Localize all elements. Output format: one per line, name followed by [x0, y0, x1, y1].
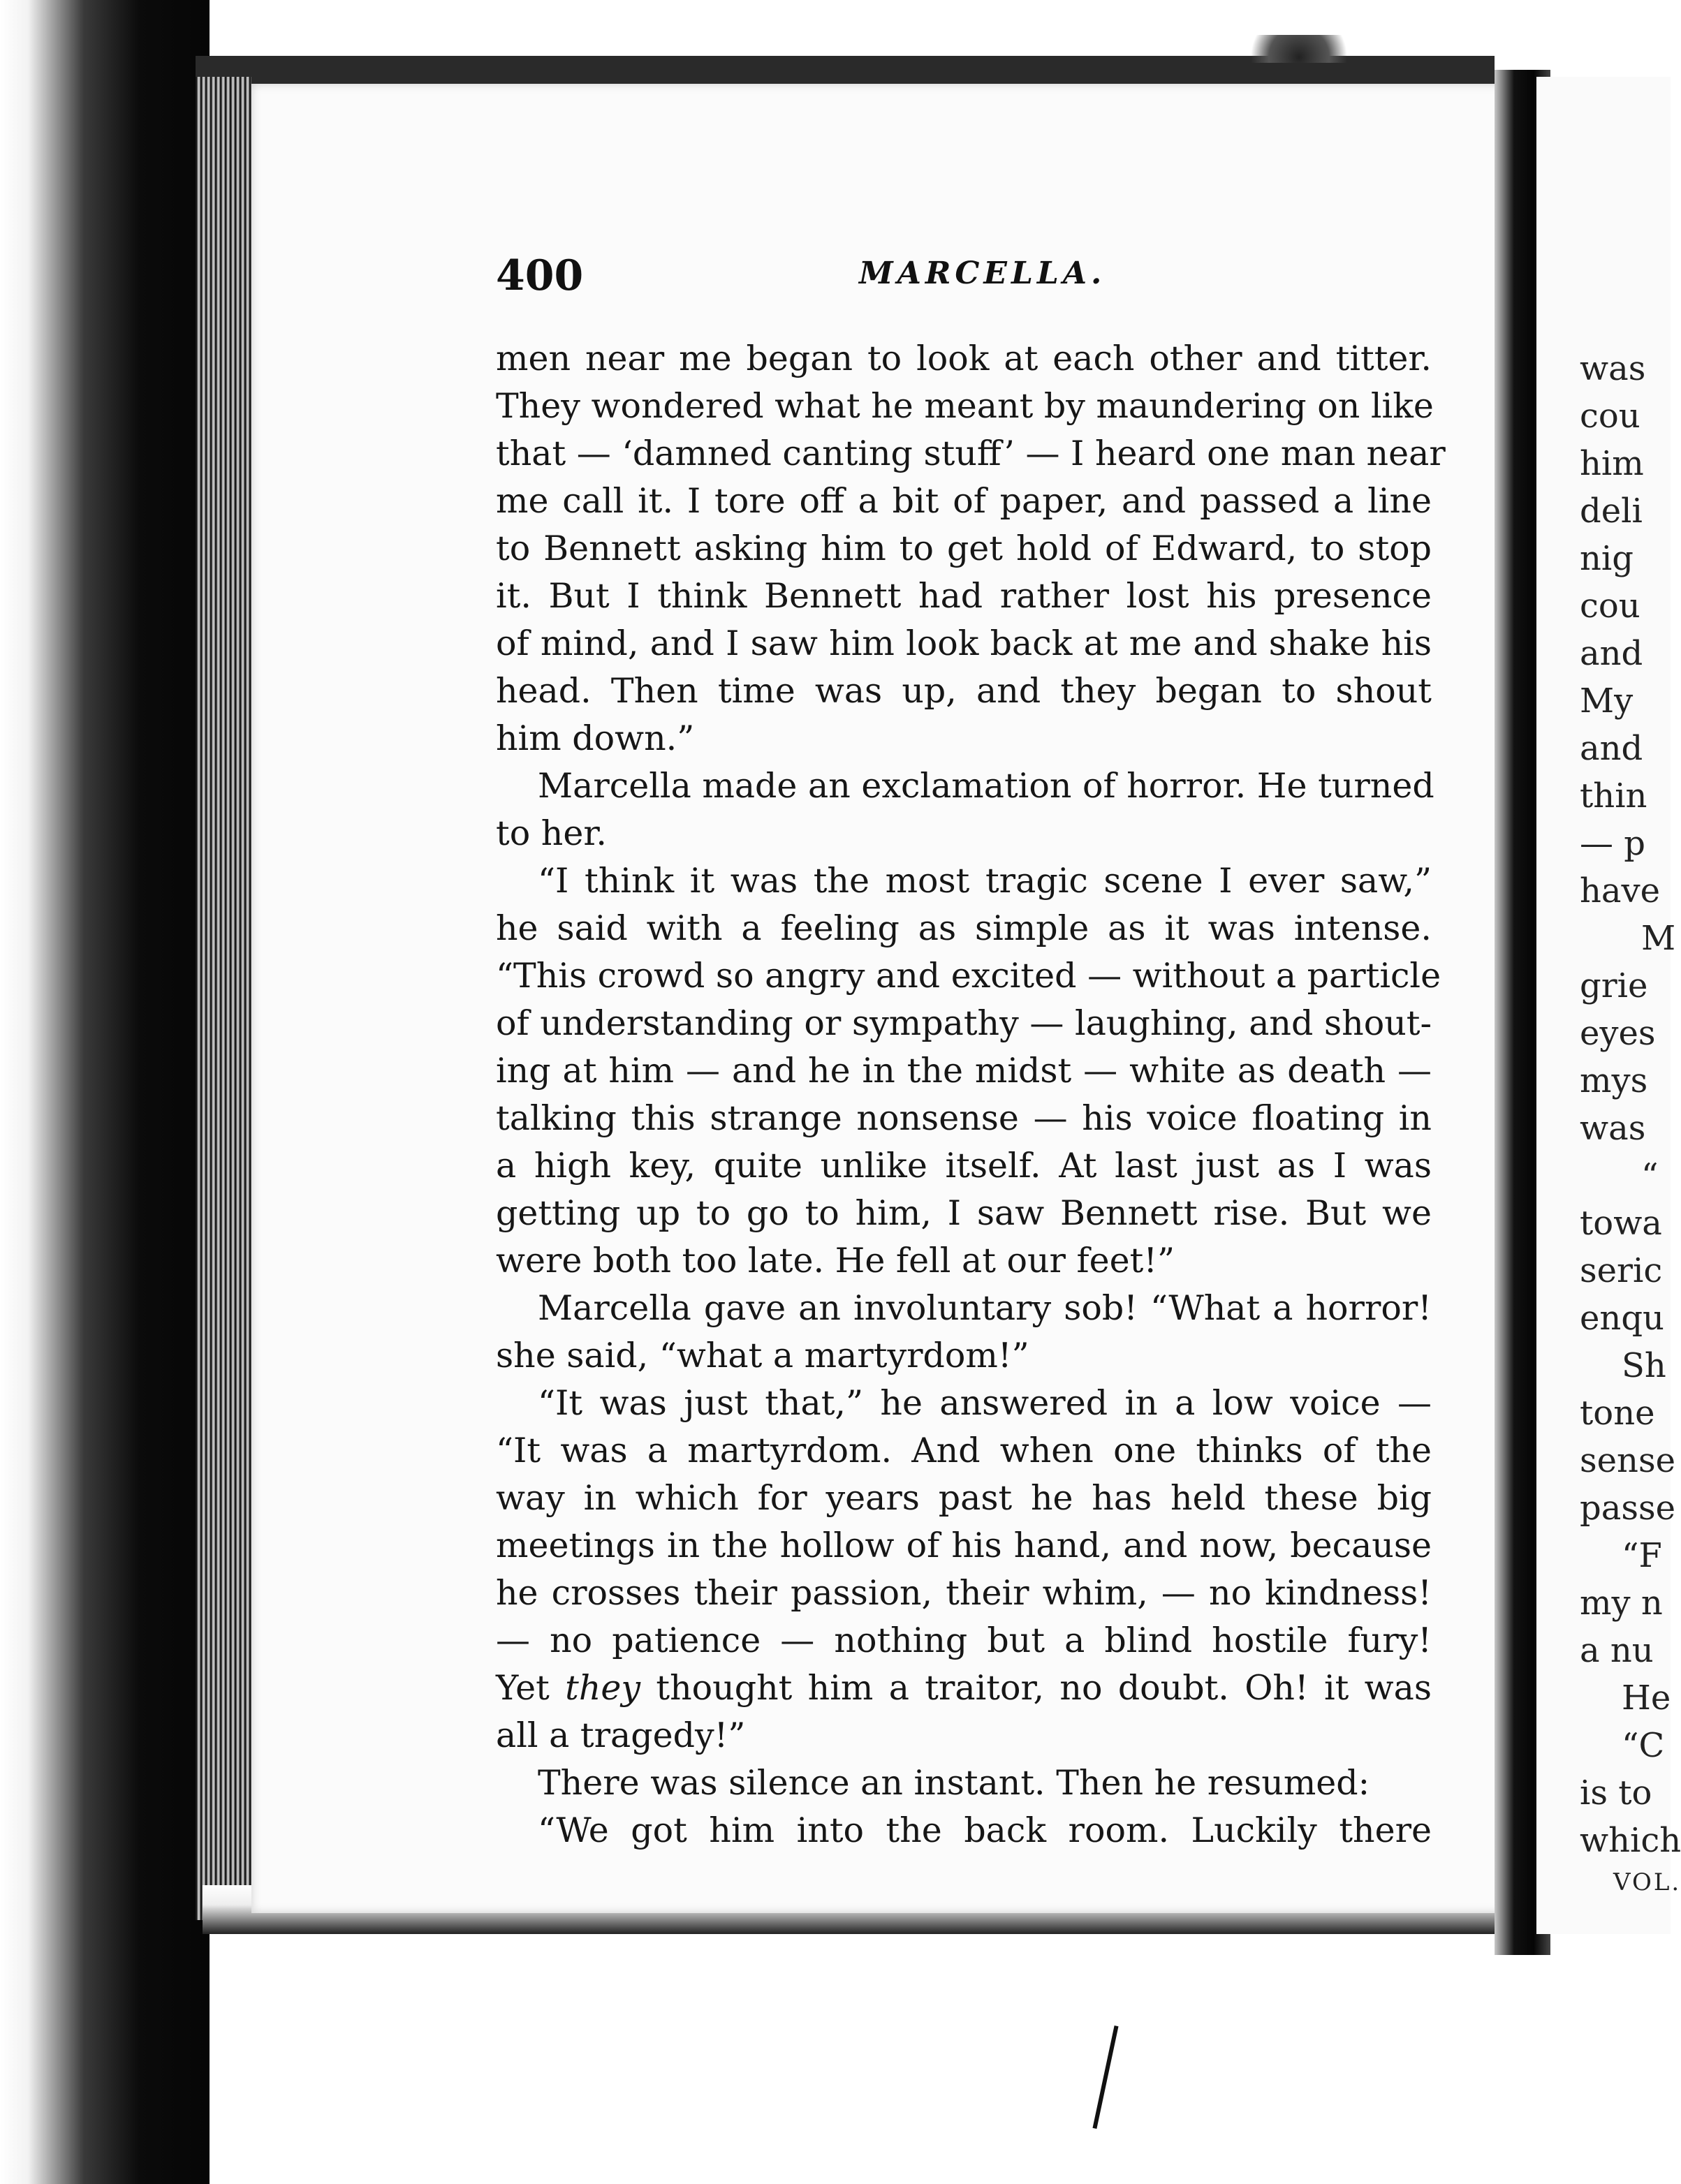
facing-page-line: have — [1580, 871, 1661, 910]
facing-page-line: nig — [1580, 539, 1634, 578]
facing-page-signature: VOL. — [1613, 1868, 1681, 1896]
text-line: of understanding or sympathy — laughing, and shout- — [496, 1003, 1432, 1043]
text-line — [496, 1665, 1432, 1712]
text-line: it. But I think Bennett had rather lost his presence — [496, 576, 1432, 616]
facing-page-line: Sh — [1622, 1346, 1666, 1385]
body-text — [496, 335, 1446, 1854]
text-line: Marcella gave an involuntary sob! “What a horror! — [538, 1288, 1432, 1328]
text-line: “It was just that,” he answered in a low voice — — [538, 1383, 1432, 1423]
facing-page-line: deli — [1580, 492, 1643, 531]
facing-page-line: seric — [1580, 1251, 1663, 1290]
text-run: Yet — [496, 1668, 566, 1708]
facing-page-line: sense — [1580, 1441, 1675, 1480]
running-title: MARCELLA. — [859, 256, 1106, 291]
facing-page-line: M — [1641, 919, 1676, 958]
text-line: ing at him — and he in the midst — white as death — — [496, 1051, 1432, 1091]
facing-page-line: and — [1580, 729, 1643, 768]
text-line: all a tragedy!” — [496, 1716, 746, 1755]
text-line: to her. — [496, 813, 607, 853]
page-number: 400 — [496, 251, 584, 300]
text-line: me call it. I tore off a bit of paper, and passed a line — [496, 481, 1432, 521]
facing-page-line: My — [1580, 681, 1634, 721]
page-edge-stack — [196, 77, 251, 1920]
facing-page-line: cou — [1580, 397, 1640, 436]
text-line: meetings in the hollow of his hand, and now, because — [496, 1526, 1432, 1565]
facing-page-line: him — [1580, 444, 1644, 483]
facing-page-line: cou — [1580, 586, 1640, 626]
text-run: thought him a traitor, no doubt. Oh! it was — [640, 1668, 1432, 1708]
facing-page-line: mys — [1580, 1061, 1648, 1100]
background-left — [0, 0, 210, 2184]
text-line: “This crowd so angry and excited — without a particle — [496, 956, 1441, 996]
text-line: a high key, quite unlike itself. At last just as I was — [496, 1146, 1432, 1186]
text-line: getting up to go to him, I saw Bennett rise. But we — [496, 1193, 1432, 1233]
text-line: “It was a martyrdom. And when one thinks of the — [496, 1431, 1432, 1470]
text-line: head. Then time was up, and they began to shout — [496, 671, 1432, 711]
text-line: of mind, and I saw him look back at me and shake his — [496, 624, 1432, 663]
text-line: men near me began to look at each other and titter. — [496, 339, 1432, 378]
facing-page-line: grie — [1580, 966, 1648, 1005]
facing-page-line: eyes — [1580, 1014, 1656, 1053]
facing-page-line: enqu — [1580, 1299, 1664, 1338]
facing-page-line: a nu — [1580, 1631, 1654, 1670]
scan-mark — [1092, 2026, 1118, 2129]
facing-page-line: “ — [1641, 1156, 1659, 1195]
text-line: that — ‘damned canting stuff’ — I heard one man near — [496, 434, 1446, 473]
facing-page-line: was — [1580, 1109, 1646, 1148]
text-line: talking this strange nonsense — his voice floating in — [496, 1098, 1432, 1138]
facing-page-line: was — [1580, 349, 1646, 388]
text-line: There was silence an instant. Then he resumed: — [538, 1763, 1370, 1803]
text-line: were both too late. He fell at our feet!” — [496, 1241, 1175, 1281]
italic-word: they — [565, 1668, 641, 1708]
facing-page-line: which — [1580, 1821, 1681, 1860]
text-line: “We got him into the back room. Luckily there — [538, 1810, 1432, 1850]
facing-page-line: is to — [1580, 1773, 1652, 1813]
text-line: him down.” — [496, 718, 695, 758]
text-line: — no patience — nothing but a blind hostile fury! — [496, 1621, 1432, 1660]
text-line: “I think it was the most tragic scene I ever saw,” — [538, 861, 1432, 901]
text-line: she said, “what a martyrdom!” — [496, 1336, 1029, 1375]
text-line: Marcella made an exclamation of horror. He turned — [538, 766, 1434, 806]
text-line: he said with a feeling as simple as it was intense. — [496, 908, 1432, 948]
text-line: to Bennett asking him to get hold of Edward, to stop — [496, 529, 1432, 568]
facing-page-line: thin — [1580, 776, 1647, 816]
text-line: They wondered what he meant by maundering on like — [496, 386, 1434, 426]
facing-page-line: He — [1622, 1678, 1671, 1718]
text-line: he crosses their passion, their whim, — no kindness! — [496, 1573, 1432, 1613]
running-head — [496, 251, 1432, 307]
facing-page-line: “F — [1622, 1536, 1662, 1575]
text-line: way in which for years past he has held these big — [496, 1478, 1432, 1518]
facing-page-line: towa — [1580, 1204, 1662, 1243]
facing-page-line: my n — [1580, 1584, 1663, 1623]
facing-page-line: passe — [1580, 1489, 1676, 1528]
facing-page-line: and — [1580, 634, 1643, 673]
facing-page-line: “C — [1622, 1726, 1665, 1765]
facing-page-line: — p — [1580, 824, 1645, 863]
facing-page-line: tone — [1580, 1394, 1655, 1433]
top-smudge — [1243, 35, 1355, 63]
